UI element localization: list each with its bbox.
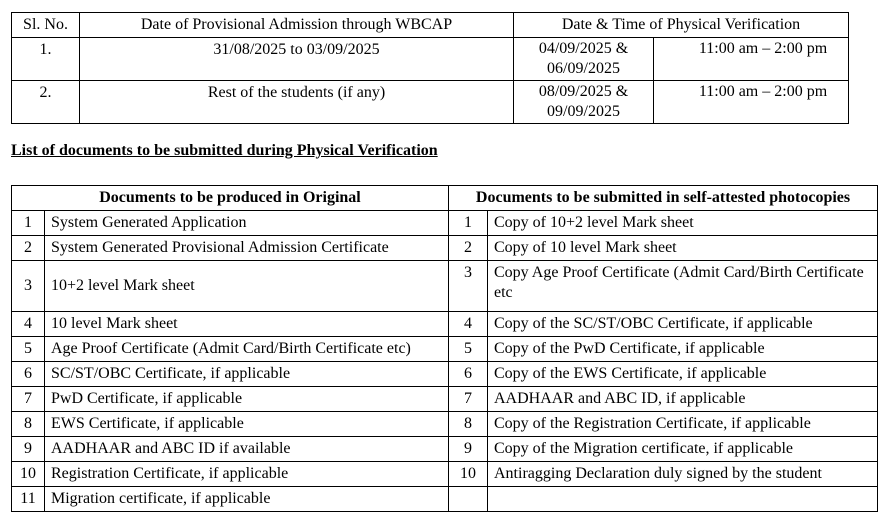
schedule-header-row (12, 13, 849, 38)
photocopy-number-cell: 5 (449, 337, 488, 362)
original-number-cell: 10 (12, 462, 45, 487)
photocopy-number-cell: 10 (449, 462, 488, 487)
verification-date-cell (514, 81, 654, 124)
photocopy-number-cell: 4 (449, 312, 488, 337)
original-document-cell: Registration Certificate, if applicable (45, 462, 449, 487)
date-line-2: 06/09/2025 (547, 60, 620, 77)
original-document-cell: Age Proof Certificate (Admit Card/Birth Certificate etc) (45, 337, 449, 362)
photocopy-document-cell: Copy of 10+2 level Mark sheet (488, 211, 878, 236)
document-row (12, 462, 878, 487)
original-number-cell: 8 (12, 412, 45, 437)
document-row (12, 261, 878, 312)
photocopy-document-cell: Copy of 10 level Mark sheet (488, 236, 878, 261)
original-number-cell: 9 (12, 437, 45, 462)
original-number-cell: 11 (12, 487, 45, 512)
original-document-cell: 10 level Mark sheet (45, 312, 449, 337)
original-number-cell: 1 (12, 211, 45, 236)
photocopy-document-cell (488, 487, 878, 512)
photocopy-document-cell: Copy of the Migration certificate, if applicable (488, 437, 878, 462)
documents-list-heading: List of documents to be submitted during Physical Verification (11, 142, 438, 159)
verification-time-cell: 11:00 am – 2:00 pm (654, 81, 849, 124)
schedule-table (11, 12, 849, 124)
photocopy-document-cell: Copy of the Registration Certificate, if applicable (488, 412, 878, 437)
document-row (12, 211, 878, 236)
sl-no-cell: 2. (12, 81, 80, 124)
original-number-cell: 7 (12, 387, 45, 412)
photocopy-document-cell: Copy of the SC/ST/OBC Certificate, if applicable (488, 312, 878, 337)
photocopy-number-cell: 9 (449, 437, 488, 462)
original-document-cell: 10+2 level Mark sheet (45, 261, 449, 312)
date-line-1: 04/09/2025 & (538, 40, 629, 57)
documents-table (11, 185, 878, 512)
document-row (12, 236, 878, 261)
document-row (12, 312, 878, 337)
photocopy-document-cell: Antiragging Declaration duly signed by the student (488, 462, 878, 487)
original-document-cell: AADHAAR and ABC ID if available (45, 437, 449, 462)
header-verification-datetime: Date & Time of Physical Verification (514, 13, 849, 38)
document-row (12, 412, 878, 437)
photocopy-documents-header: Documents to be submitted in self-attested photocopies (449, 186, 878, 211)
photocopy-number-cell: 8 (449, 412, 488, 437)
original-document-cell: PwD Certificate, if applicable (45, 387, 449, 412)
original-number-cell: 3 (12, 261, 45, 312)
photocopy-number-cell: 3 (449, 261, 488, 312)
date-line-2: 09/09/2025 (547, 103, 620, 120)
photocopy-document-cell: Copy of the PwD Certificate, if applicable (488, 337, 878, 362)
original-documents-header: Documents to be produced in Original (12, 186, 449, 211)
original-number-cell: 2 (12, 236, 45, 261)
original-document-cell: System Generated Application (45, 211, 449, 236)
original-number-cell: 6 (12, 362, 45, 387)
photocopy-document-cell: Copy of the EWS Certificate, if applicable (488, 362, 878, 387)
photocopy-number-cell: 1 (449, 211, 488, 236)
admission-date-cell: 31/08/2025 to 03/09/2025 (80, 38, 514, 81)
header-admission-date: Date of Provisional Admission through WBCAP (80, 13, 514, 38)
admission-date-cell: Rest of the students (if any) (80, 81, 514, 124)
schedule-row (12, 81, 849, 124)
document-row (12, 387, 878, 412)
photocopy-number-cell (449, 487, 488, 512)
documents-table-body (12, 211, 878, 512)
photocopy-number-cell: 7 (449, 387, 488, 412)
original-document-cell: System Generated Provisional Admission Certificate (45, 236, 449, 261)
document-row (12, 437, 878, 462)
document-row (12, 487, 878, 512)
document-row (12, 362, 878, 387)
verification-time-cell: 11:00 am – 2:00 pm (654, 38, 849, 81)
original-document-cell: SC/ST/OBC Certificate, if applicable (45, 362, 449, 387)
document-row (12, 337, 878, 362)
schedule-row (12, 38, 849, 81)
original-number-cell: 5 (12, 337, 45, 362)
documents-header-row (12, 186, 878, 211)
original-document-cell: EWS Certificate, if applicable (45, 412, 449, 437)
date-line-1: 08/09/2025 & (538, 83, 629, 100)
photocopy-document-cell: AADHAAR and ABC ID, if applicable (488, 387, 878, 412)
photocopy-number-cell: 6 (449, 362, 488, 387)
verification-date-cell (514, 38, 654, 81)
original-document-cell: Migration certificate, if applicable (45, 487, 449, 512)
photocopy-number-cell: 2 (449, 236, 488, 261)
sl-no-cell: 1. (12, 38, 80, 81)
header-sl-no: Sl. No. (12, 13, 80, 38)
original-number-cell: 4 (12, 312, 45, 337)
photocopy-document-cell: Copy Age Proof Certificate (Admit Card/Birth Certificate etc (488, 261, 878, 312)
